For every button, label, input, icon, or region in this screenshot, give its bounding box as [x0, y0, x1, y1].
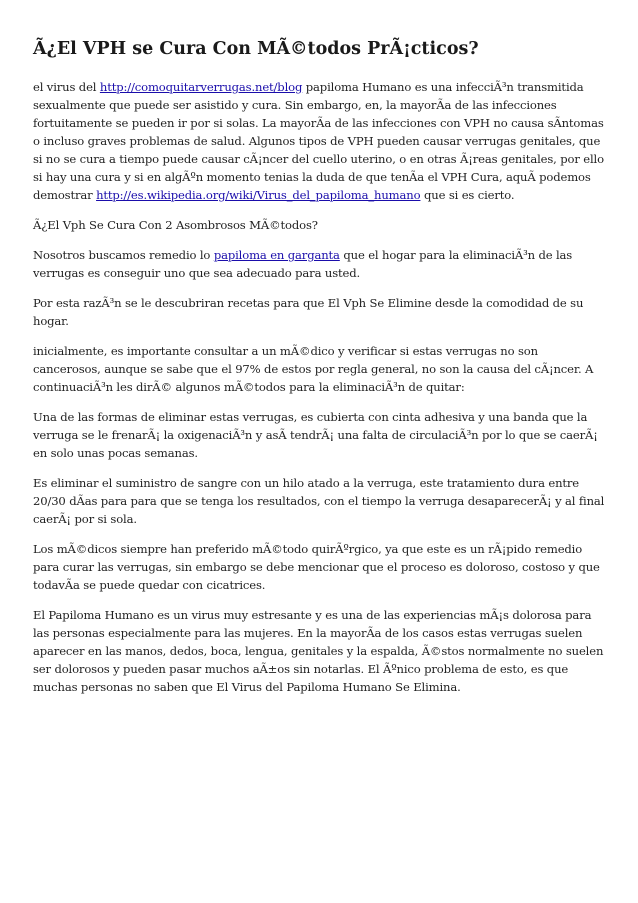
thread-method-paragraph: Es eliminar el suministro de sangre con un hilo atado a la verruga, este tratamiento dura entre 20/30 dÃas para para que se tenga los resultados, con el tiempo la verruga desaparecerÃ¡ y al final caerÃ¡ por si sola.	[33, 476, 605, 526]
intro-paragraph	[33, 78, 605, 204]
recipes-paragraph: Por esta razÃ³n se le descubriran recetas para que El Vph Se Elimine desde la comodidad de su hogar.	[33, 296, 584, 328]
surgery-paragraph: Los mÃ©dicos siempre han preferido mÃ©todo quirÃºrgico, ya que este es un rÃ¡pido remedio para curar las verrugas, sin embargo se debe mencionar que el proceso es doloroso, costoso y que todavÃa se puede quedar con cicatrices.	[33, 542, 600, 592]
intro-text-before: el virus del	[33, 80, 100, 94]
tape-method-paragraph: Una de las formas de eliminar estas verrugas, es cubierta con cinta adhesiva y una banda que la verruga se le frenarÃ¡ la oxigenaciÃ³n y asÃ tendrÃ¡ una falta de circulaciÃ³n por lo que se caerÃ¡ en solo unas pocas semanas.	[33, 410, 598, 460]
wikipedia-link[interactable]: http://es.wikipedia.org/wiki/Virus_del_papiloma_humano	[96, 188, 421, 202]
remedy-paragraph	[33, 246, 605, 282]
papiloma-garganta-link[interactable]: papiloma en garganta	[213, 248, 340, 262]
blog-link[interactable]: http://comoquitarverrugas.net/blog	[99, 80, 303, 94]
remedy-text-before: Nosotros buscamos remedio lo	[33, 248, 214, 262]
intro-text-middle: papiloma Humano es una infecciÃ³n transmitida sexualmente que puede ser asistido y cura. Sin embargo, en, la mayorÃa de las infecciones fortuitamente se pueden ir por si solas. La mayorÃa de las infecciones con VPH no causa sÃntomas o incluso graves problemas de salud. Algunos tipos de VPH pueden causar verrugas genitales, que si no se cura a tiempo puede causar cÃ¡ncer del cuello uterino, o en otras Ã¡reas genitales, por ello si hay una cura y si en algÃºn momento tenias la duda de que tenÃa el VPH Cura, aquÃ podemos demostrar	[33, 80, 604, 202]
intro-text-after: que si es cierto.	[420, 188, 515, 202]
subheading-paragraph: Ã¿El Vph Se Cura Con 2 Asombrosos MÃ©todos?	[33, 218, 318, 232]
conclusion-paragraph: El Papiloma Humano es un virus muy estresante y es una de las experiencias mÃ¡s dolorosa para las personas especialmente para las mujeres. En la mayorÃa de los casos estas verrugas suelen aparecer en las manos, dedos, boca, lengua, genitales y la espalda, Ã©stos normalmente no suelen ser dolorosos y pueden pasar muchos aÃ±os sin notarlas. El Ãºnico problema de esto, es que muchas personas no saben que El Virus del Papiloma Humano Se Elimina.	[33, 608, 604, 694]
remedy-text-after: que el hogar para la eliminaciÃ³n de las verrugas es conseguir uno que sea adecuado para usted.	[33, 248, 573, 280]
article-title: Ã¿El VPH se Cura Con MÃ©todos PrÃ¡cticos?	[33, 39, 479, 59]
consult-doctor-paragraph: inicialmente, es importante consultar a un mÃ©dico y verificar si estas verrugas no son cancerosos, aunque se sabe que el 97% de estos por regla general, no son la causa del cÃ¡ncer. A continuaciÃ³n les dirÃ© algunos mÃ©todos para la eliminaciÃ³n de quitar:	[33, 344, 594, 394]
